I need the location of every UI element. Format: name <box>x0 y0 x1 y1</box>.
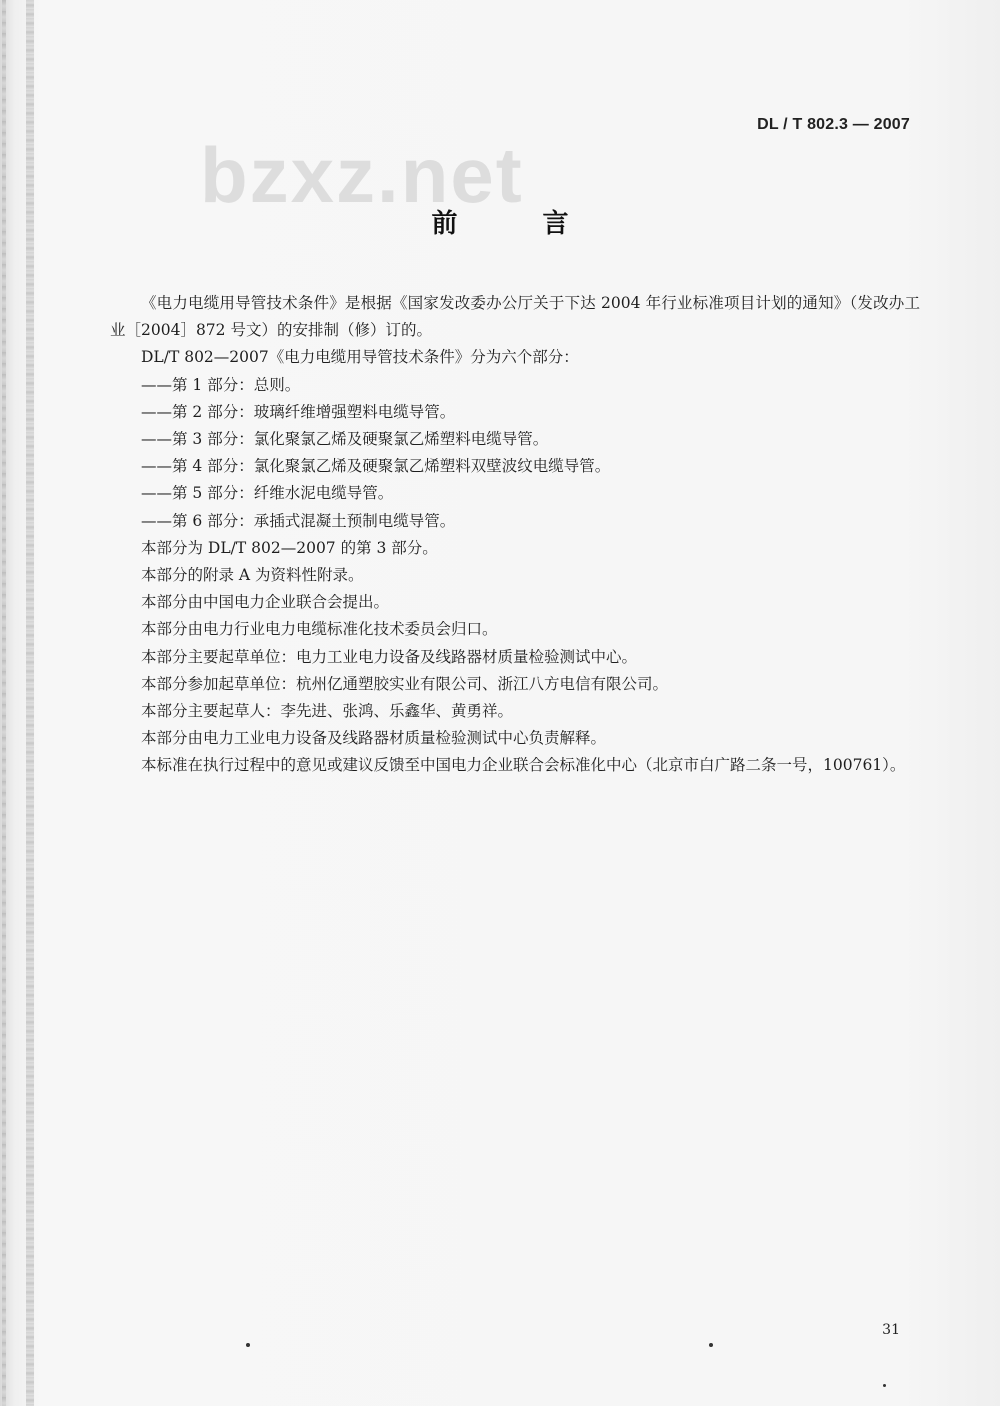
preface-body <box>110 290 920 780</box>
scan-speck <box>883 1384 886 1387</box>
parts-intro-paragraph: DL/T 802—2007《电力电缆用导管技术条件》分为六个部分： <box>141 348 579 367</box>
statement-paragraph: 本部分主要起草单位：电力工业电力设备及线路器材质量检验测试中心。 <box>141 647 638 666</box>
statement-paragraph: 本部分由中国电力企业联合会提出。 <box>141 593 390 612</box>
intro-paragraph: 《电力电缆用导管技术条件》是根据《国家发改委办公厅关于下达 2004 年行业标准项目计划的通知》（发改办工业［2004］872 号文）的安排制（修）订的。 <box>110 294 920 340</box>
part-list-item: ——第 6 部分：承插式混凝土预制电缆导管。 <box>141 511 456 530</box>
document-code: DL / T 802.3 — 2007 <box>757 116 910 133</box>
statement-paragraph: 本部分由电力行业电力电缆标准化技术委员会归口。 <box>141 620 498 639</box>
page-number: 31 <box>882 1322 900 1338</box>
statement-paragraph: 本部分由电力工业电力设备及线路器材质量检验测试中心负责解释。 <box>141 729 607 748</box>
statement-paragraph: 本部分参加起草单位：杭州亿通塑胶实业有限公司、浙江八方电信有限公司。 <box>141 674 669 693</box>
scan-speck <box>709 1343 713 1347</box>
part-list-item: ——第 3 部分：氯化聚氯乙烯及硬聚氯乙烯塑料电缆导管。 <box>141 430 549 449</box>
part-list-item: ——第 1 部分：总则。 <box>141 375 301 394</box>
scan-speck <box>246 1343 250 1347</box>
page-title: 前 言 <box>431 209 607 239</box>
statement-paragraph: 本标准在执行过程中的意见或建议反馈至中国电力企业联合会标准化中心（北京市白广路二条一号，100761）。 <box>141 756 906 775</box>
statement-paragraph: 本部分的附录 A 为资料性附录。 <box>141 566 364 585</box>
statement-paragraph: 本部分主要起草人：李先进、张鸿、乐鑫华、黄勇祥。 <box>141 702 514 721</box>
statement-paragraph: 本部分为 DL/T 802—2007 的第 3 部分。 <box>141 538 438 557</box>
part-list-item: ——第 5 部分：纤维水泥电缆导管。 <box>141 484 394 503</box>
part-list-item: ——第 2 部分：玻璃纤维增强塑料电缆导管。 <box>141 402 456 421</box>
part-list-item: ——第 4 部分：氯化聚氯乙烯及硬聚氯乙烯塑料双壁波纹电缆导管。 <box>141 457 611 476</box>
watermark-text: bzxz.net <box>200 131 524 219</box>
